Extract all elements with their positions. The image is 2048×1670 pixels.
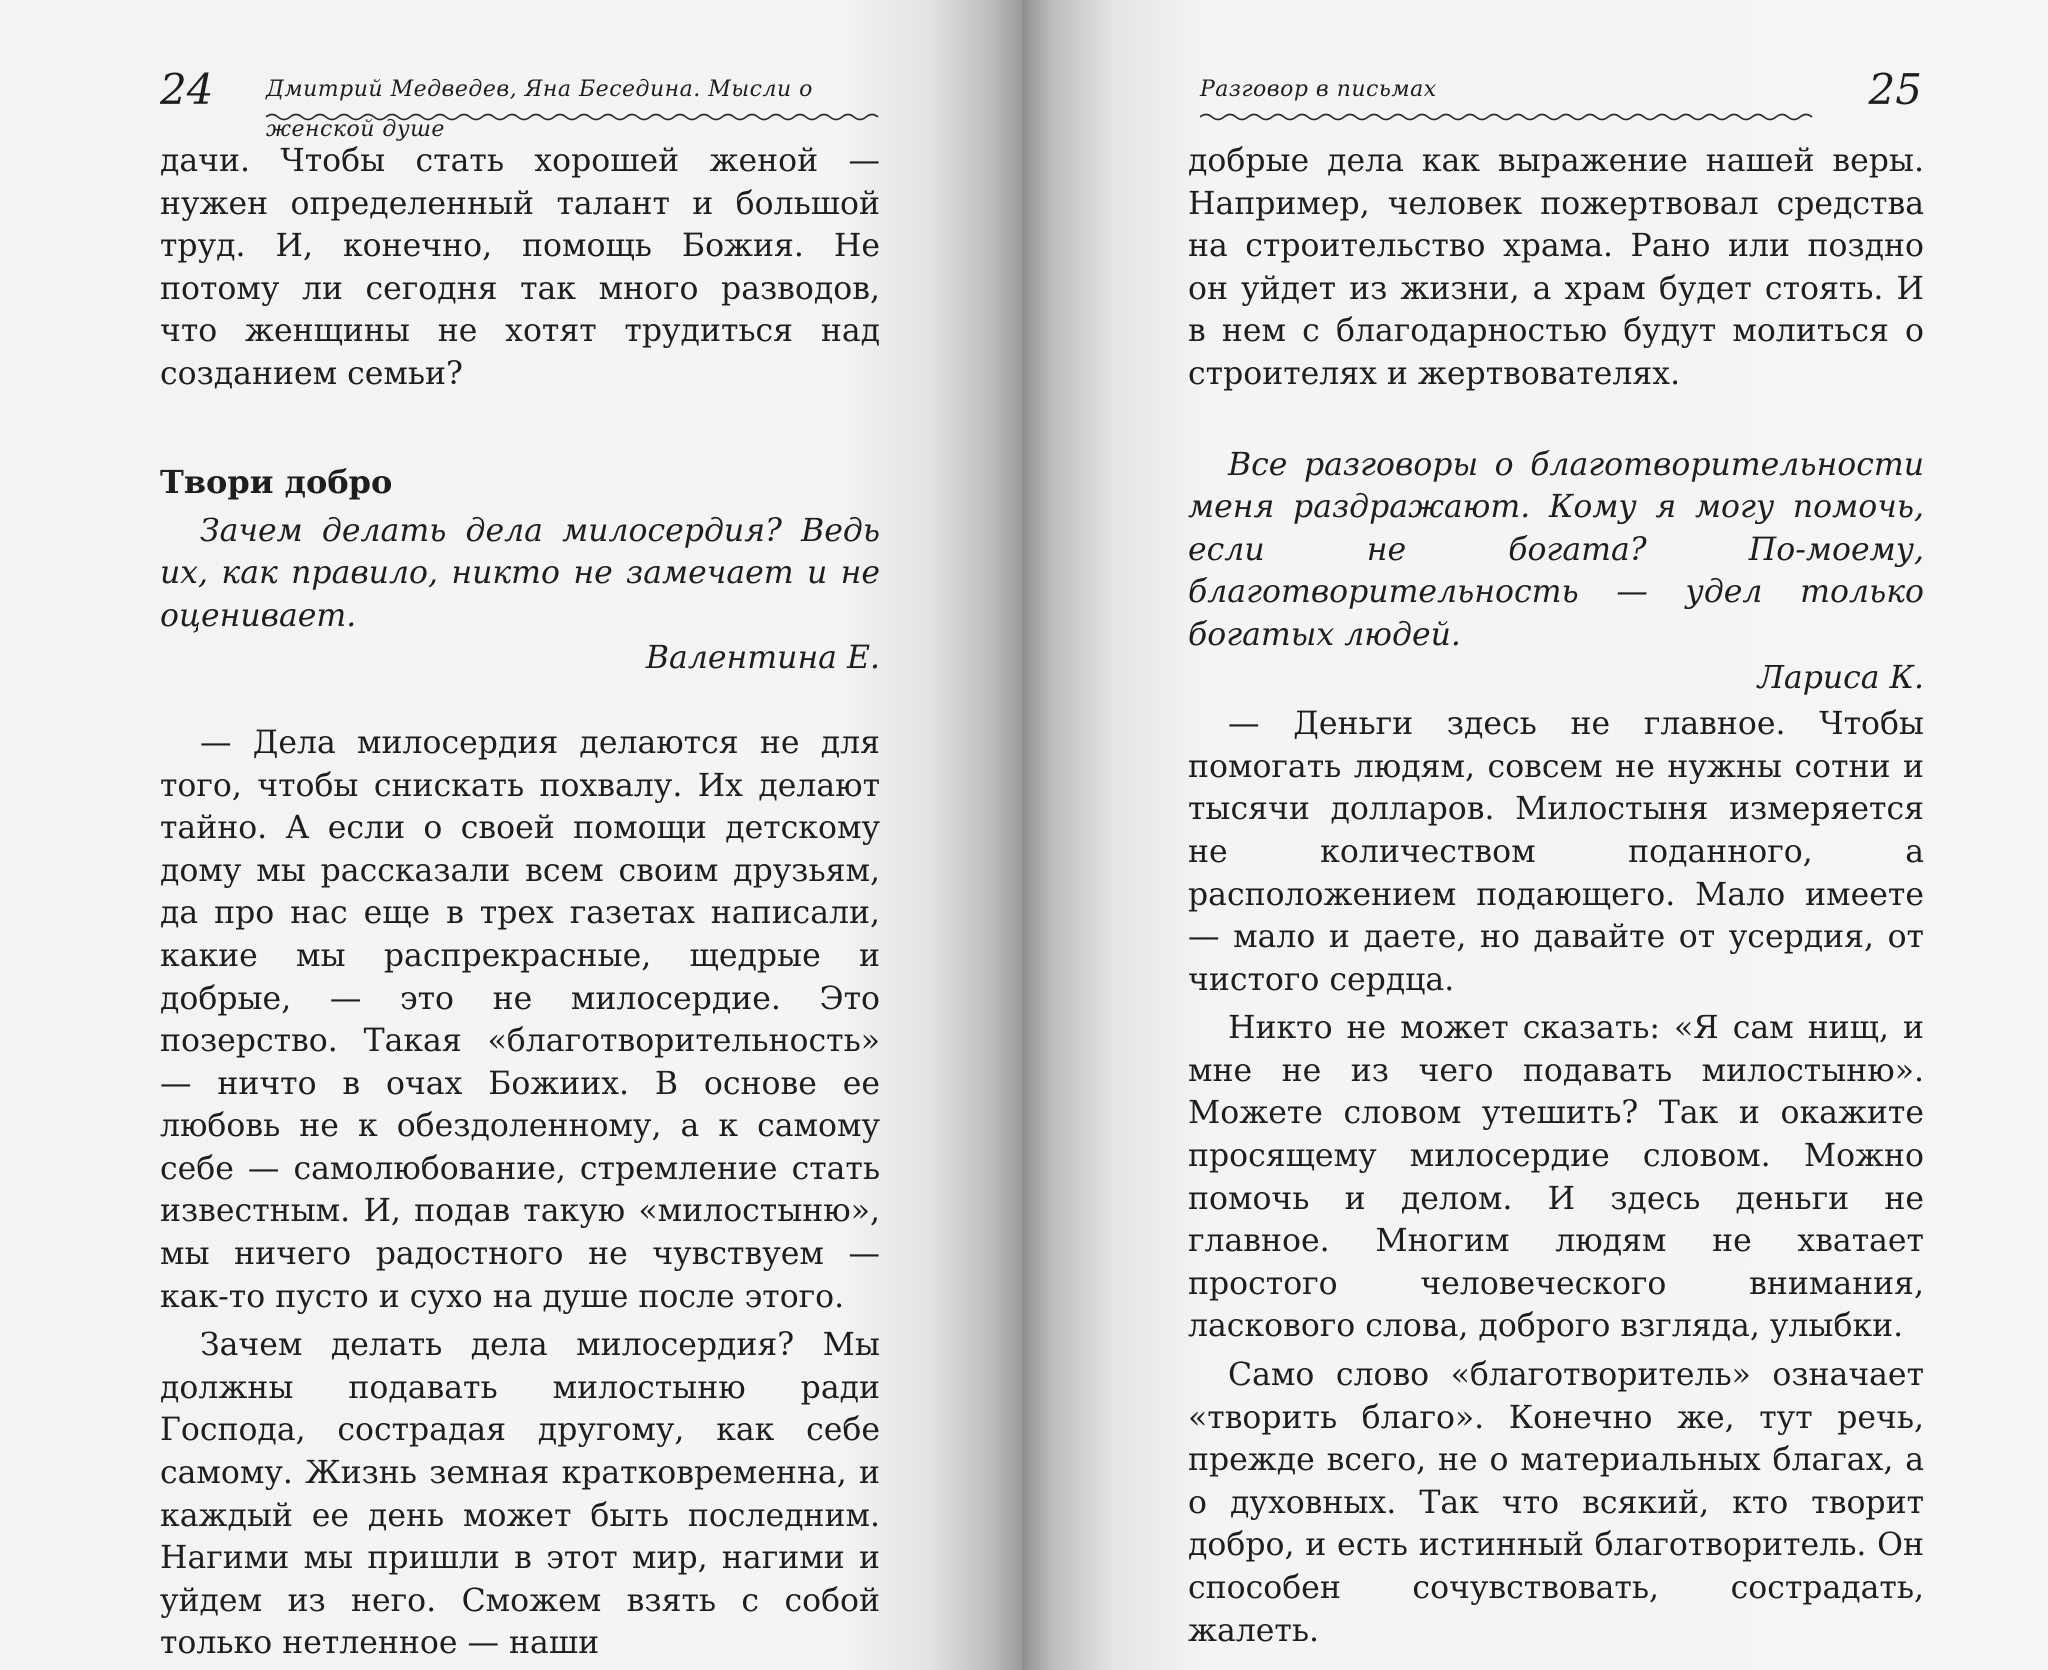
- section-heading: Твори добро: [160, 462, 393, 501]
- wavy-rule-decoration: [1200, 112, 1820, 122]
- page-number: 25: [1868, 65, 1922, 114]
- answer-paragraph: Само слово «благотворитель» означает «творить благо». Конечно же, тут речь, прежде всего, не о материальных благах, а о духовных. Так что всякий, кто творит добро, и есть истинный благотворитель. Он способен сочувствовать, сострадать, жалеть.: [1188, 1357, 1924, 1649]
- answer-paragraph: — Деньги здесь не главное. Чтобы помогать людям, совсем не нужны сотни и тысячи долларов. Милостыня измеряется не количеством поданного, а расположением подающего. Мало имеете — мало и даете, но давайте от усердия, от чистого сердца.: [1188, 706, 1924, 998]
- running-title: Разговор в письмах: [1200, 77, 1437, 102]
- reader-letter: Все разговоры о благотворительности меня раздражают. Кому я могу помочь, если не богата? По-моему, благотворительность — удел только богатых людей.: [1188, 446, 1924, 653]
- right-page: [1022, 0, 2048, 1670]
- answer-paragraph: Зачем делать дела милосердия? Мы должны подавать милостыню ради Господа, сострадая другому, как себе самому. Жизнь земная кратковременна, и каждый ее день может быть последним. Нагими мы пришли в этот мир, нагими и уйдем из него. Сможем взять с собой только нетленное — наши: [160, 1327, 880, 1662]
- left-page: [0, 0, 1022, 1670]
- page-number: 24: [160, 65, 214, 114]
- answer-paragraph: — Дела милосердия делаются не для того, чтобы снискать похвалу. Их делают тайно. А если о своей помощи детскому дому мы рассказали всем своим друзьям, да про нас еще в трех газетах написали, какие мы распрекрасные, щедрые и добрые, — это не милосердие. Это позерство. Такая «благотворительность» — ничто в очах Божиих. В основе ее любовь не к обездоленному, а к самому себе — самолюбование, стремление стать известным. И, подав такую «милостыню», мы ничего радостного не чувствуем — как-то пусто и сухо на душе после этого.: [160, 724, 880, 1315]
- left-page-body: [160, 140, 880, 1665]
- reader-letter: Зачем делать дела милосердия? Ведь их, как правило, никто не замечает и не оценивает.: [160, 512, 880, 634]
- wavy-rule-decoration: [266, 112, 880, 122]
- answer-paragraph: Никто не может сказать: «Я сам нищ, и мне не из чего подавать милостыню». Можете словом утешить? Так и окажите просящему милосердие словом. Можно помочь и делом. И здесь деньги не главное. Многим людям не хватает простого человеческого внимания, ласкового слова, доброго взгляда, улыбки.: [1188, 1010, 1924, 1345]
- right-page-body: [1188, 140, 1924, 1652]
- right-page-header: [1182, 60, 1922, 120]
- continuation-paragraph: добрые дела как выражение нашей веры. Например, человек пожертвовал средства на строительство храма. Рано или поздно он уйдет из жизни, а храм будет стоять. И в нем с благодарностью будут молиться о строителях и жертвователях.: [1188, 143, 1924, 392]
- letter-signature: Лариса К.: [1757, 659, 1924, 696]
- running-title: Дмитрий Медведев, Яна Беседина. Мысли о женской душе: [266, 77, 813, 142]
- letter-signature: Валентина Е.: [645, 640, 880, 677]
- intro-paragraph: дачи. Чтобы стать хорошей женой — нужен определенный талант и большой труд. И, конечно, помощь Божия. Не потому ли сегодня так много разводов, что женщины не хотят трудиться над созданием семьи?: [160, 143, 880, 392]
- left-page-header: [160, 60, 880, 142]
